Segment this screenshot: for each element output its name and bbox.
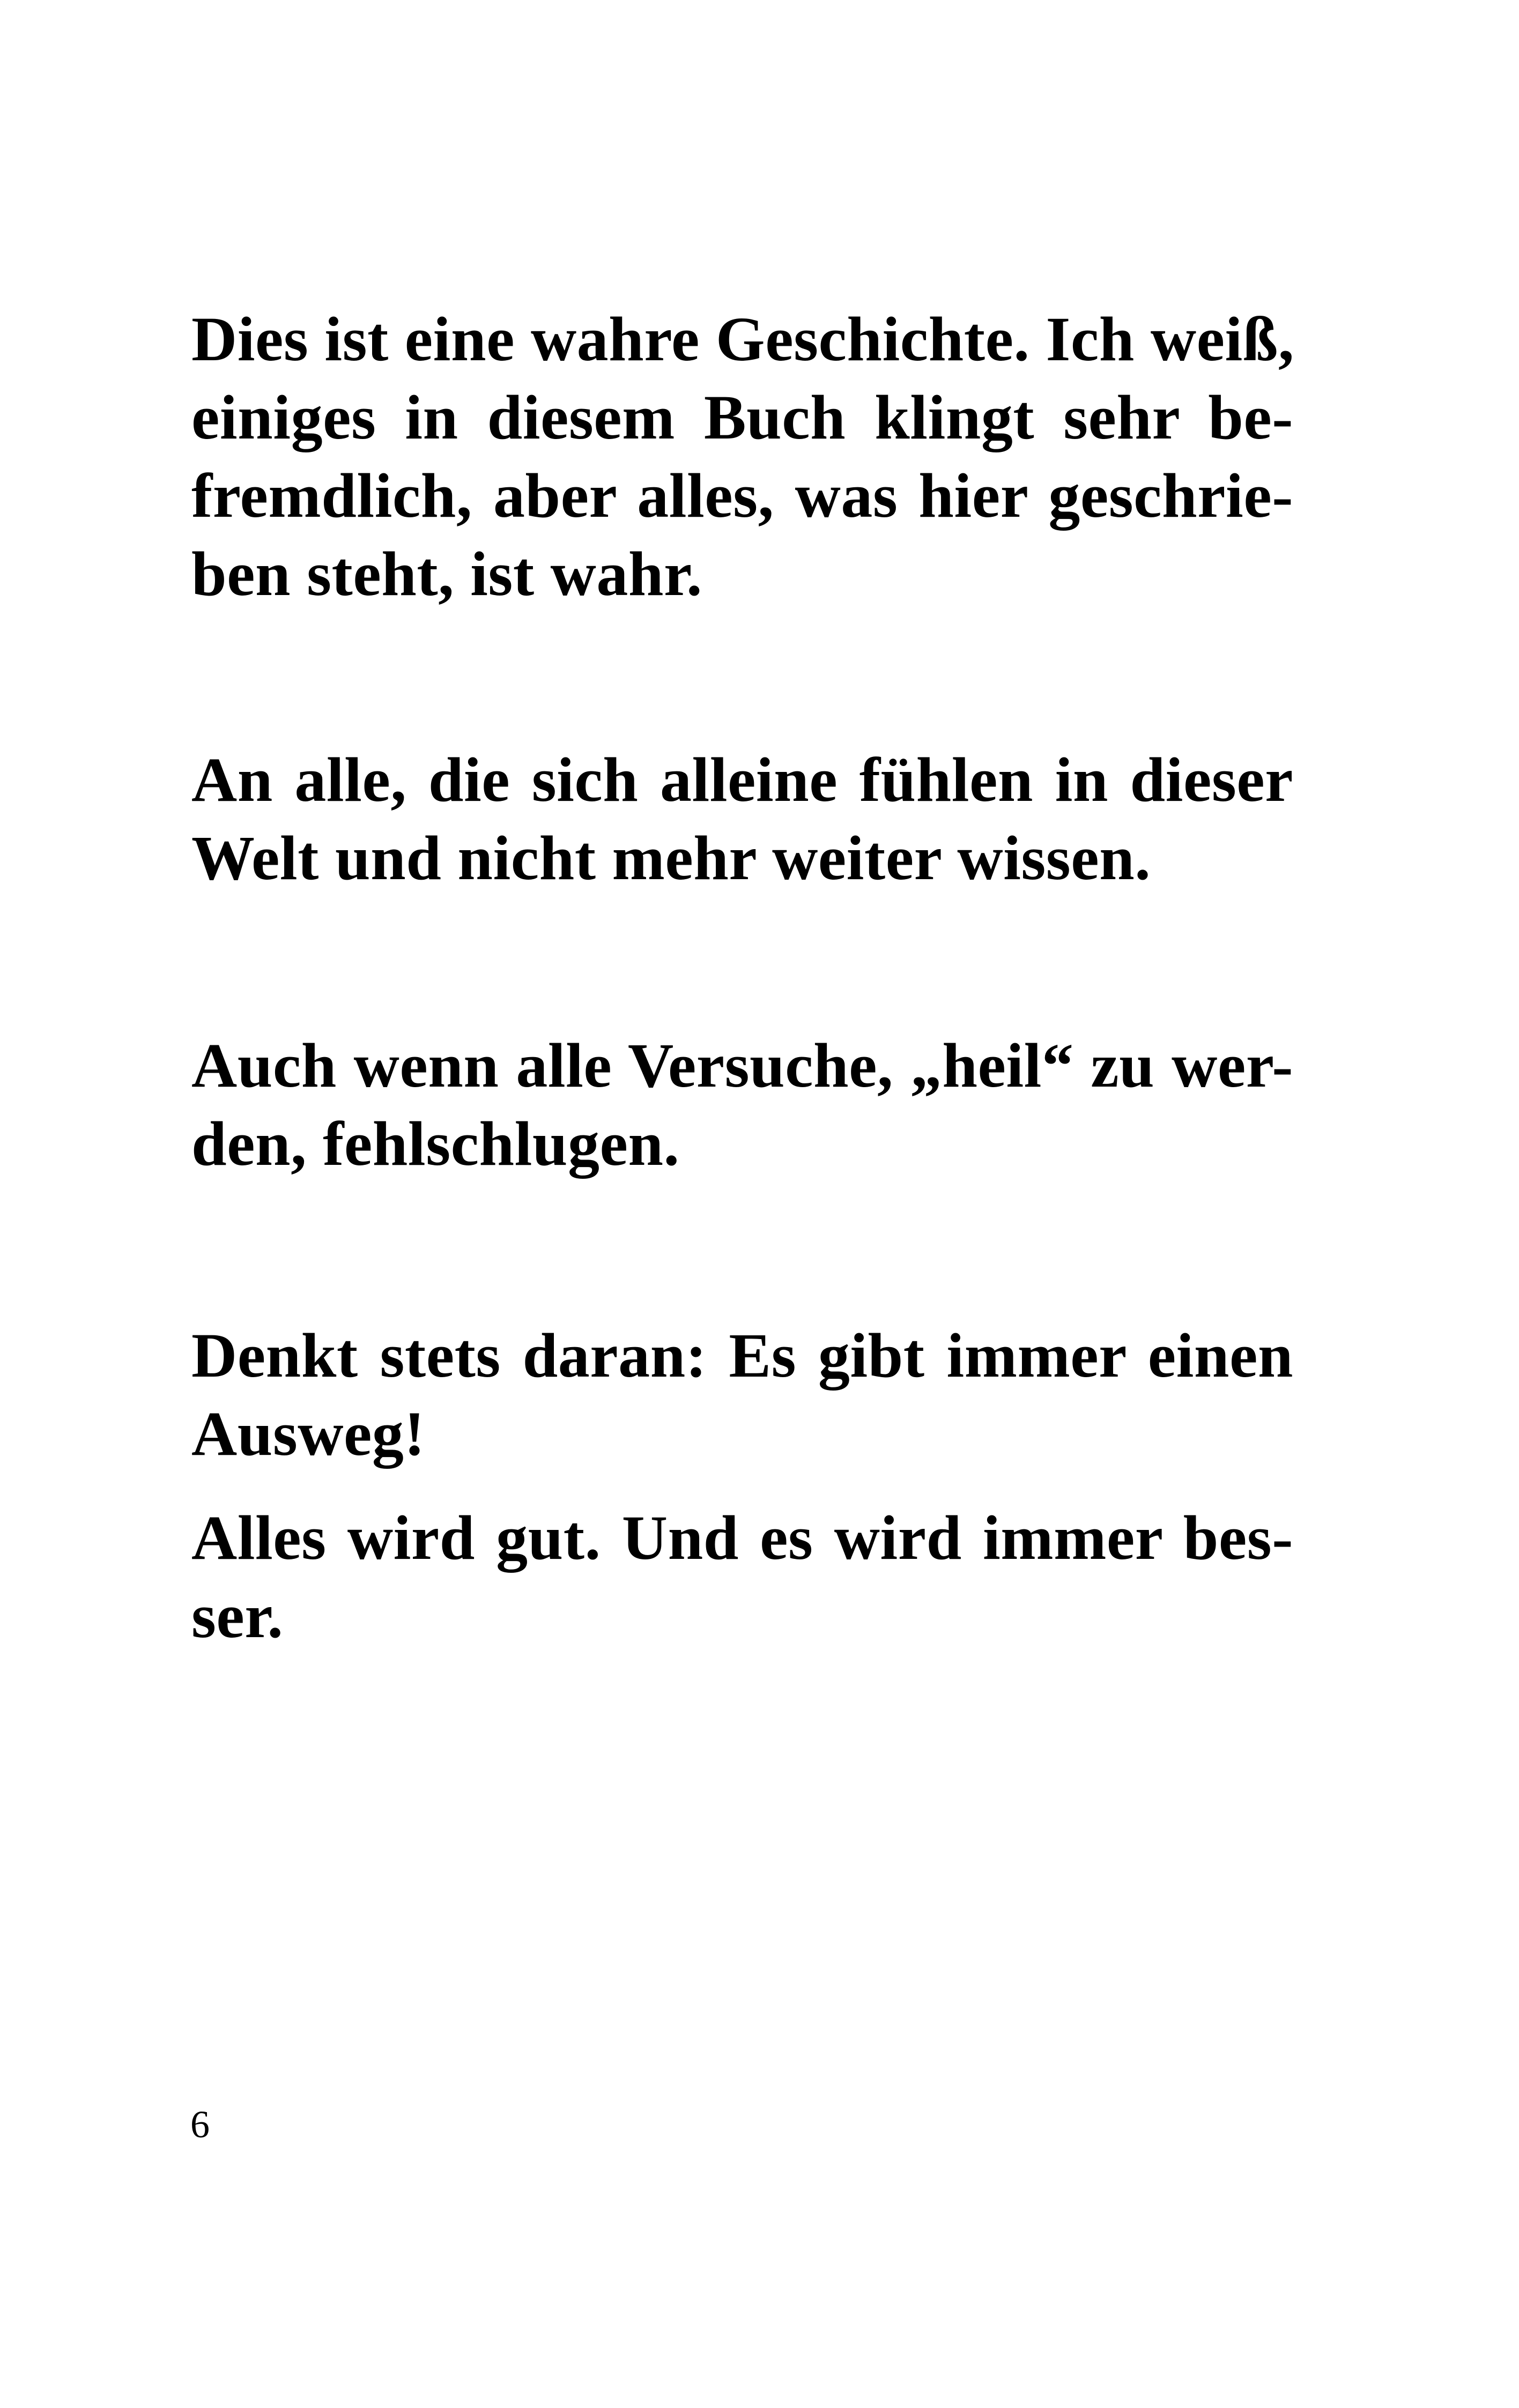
text-line: Dies ist eine wahre Geschichte. Ich weiß, [191, 304, 1294, 374]
text-line: Welt und nicht mehr weiter wissen. [191, 823, 1151, 893]
paragraph-way-out [191, 1317, 1293, 1473]
paragraph-attempts [191, 1027, 1293, 1183]
text-line: Auch wenn alle Versuche, „heil“ zu wer- [191, 1030, 1293, 1101]
text-line: ser. [191, 1581, 284, 1651]
paragraph-true-story [191, 300, 1293, 613]
text-line: Denkt stets daran: Es gibt immer einen [191, 1320, 1293, 1391]
text-line: Ausweg! [191, 1399, 426, 1469]
page-number: 6 [190, 2103, 210, 2146]
text-line: An alle, die sich alleine fühlen in dieser [191, 745, 1293, 815]
text-line: ben steht, ist wahr. [191, 539, 703, 609]
text-line: den, fehlschlugen. [191, 1109, 680, 1179]
text-line: einiges in diesem Buch klingt sehr be- [191, 382, 1293, 452]
paragraph-dedication [191, 741, 1293, 897]
paragraph-all-will-be-well [191, 1499, 1293, 1655]
text-line: fremdlich, aber alles, was hier geschrie- [191, 460, 1293, 531]
text-line: Alles wird gut. Und es wird immer bes- [191, 1503, 1293, 1573]
